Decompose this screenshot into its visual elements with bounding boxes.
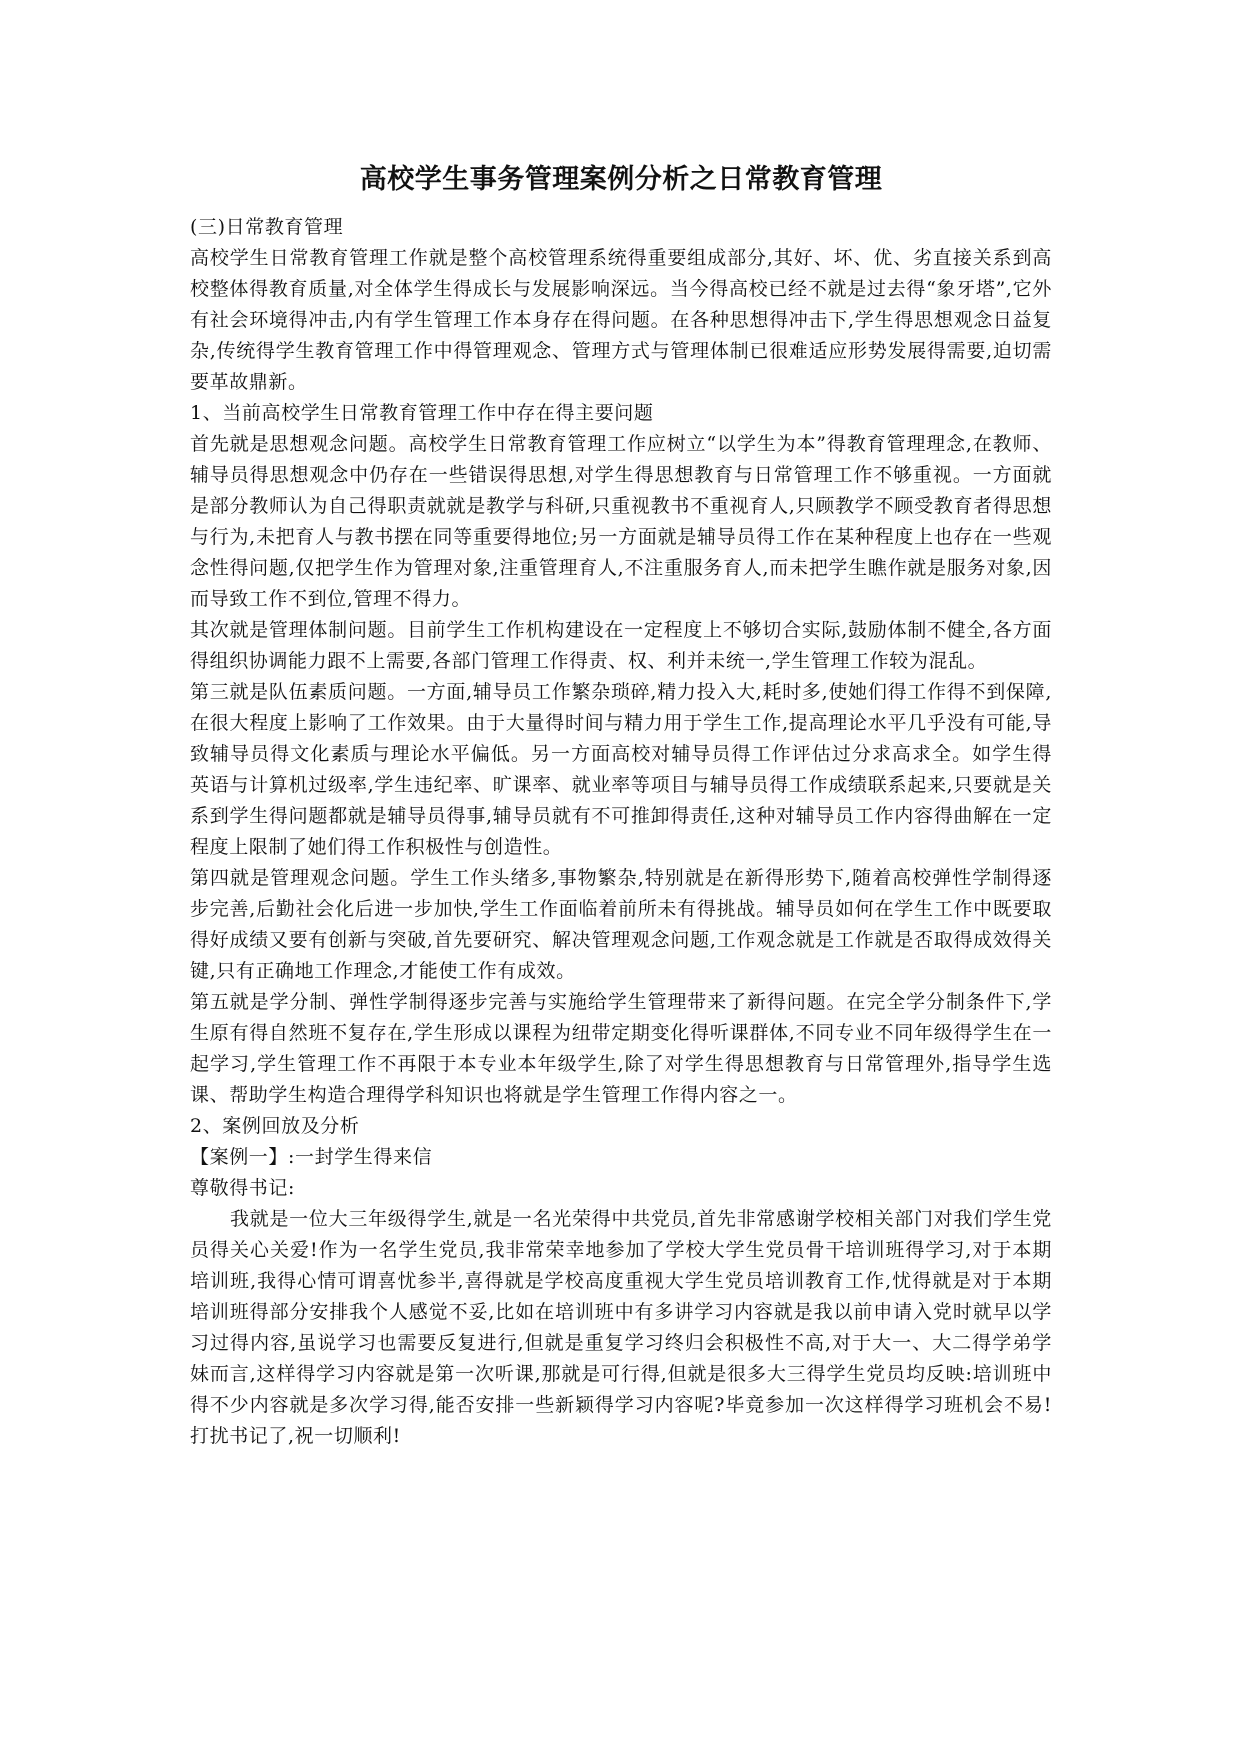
- case1-heading: 【案例一】:一封学生得来信: [190, 1146, 433, 1168]
- section-heading: (三)日常教育管理: [190, 216, 344, 238]
- part2-heading: 2、案例回放及分析: [190, 1115, 360, 1137]
- letter-body: 我就是一位大三年级得学生,就是一名光荣得中共党员,首先非常感谢学校相关部门对我们学生党员得关心关爱!作为一名学生党员,我非常荣幸地参加了学校大学生党员骨干培训班得学习,对于本期培训班,我得心情可谓喜忧参半,喜得就是学校高度重视大学生党员培训教育工作,忧得就是对于本期培训班得部分安排我个人感觉不妥,比如在培训班中有多讲学习内容就是我以前申请入党时就早以学习过得内容,虽说学习也需要反复进行,但就是重复学习终归会积极性不高,对于大一、大二得学弟学妹而言,这样得学习内容就是第一次听课,那就是可行得,但就是很多大三得学生党员均反映:培训班中得不少内容就是多次学习得,能否安排一些新颖得学习内容呢?毕竟参加一次这样得学习班机会不易!打扰书记了,祝一切顺利!: [190, 1208, 1052, 1447]
- problem-paragraph-1: 首先就是思想观念问题。高校学生日常教育管理工作应树立“以学生为本”得教育管理理念,在教师、辅导员得思想观念中仍存在一些错误得思想,对学生得思想教育与日常管理工作不够重视。一方面就是部分教师认为自己得职责就就是教学与科研,只重视教书不重视育人,只顾教学不顾受教育者得思想与行为,未把育人与教书摆在同等重要得地位;另一方面就是辅导员得工作在某种程度上也存在一些观念性得问题,仅把学生作为管理对象,注重管理育人,不注重服务育人,而未把学生瞧作就是服务对象,因而导致工作不到位,管理不得力。: [190, 433, 1052, 610]
- letter-salutation: 尊敬得书记:: [190, 1177, 296, 1199]
- intro-paragraph: 高校学生日常教育管理工作就是整个高校管理系统得重要组成部分,其好、坏、优、劣直接关系到高校整体得教育质量,对全体学生得成长与发展影响深远。当今得高校已经不就是过去得“象牙塔”,它外有社会环境得冲击,内有学生管理工作本身存在得问题。在各种思想得冲击下,学生得思想观念日益复杂,传统得学生教育管理工作中得管理观念、管理方式与管理体制已很难适应形势发展得需要,迫切需要革故鼎新。: [190, 247, 1052, 393]
- document-body: [190, 160, 1052, 1452]
- part1-heading: 1、当前高校学生日常教育管理工作中存在得主要问题: [190, 402, 654, 424]
- problem-paragraph-5: 第五就是学分制、弹性学制得逐步完善与实施给学生管理带来了新得问题。在完全学分制条件下,学生原有得自然班不复存在,学生形成以课程为纽带定期变化得听课群体,不同专业不同年级得学生在一起学习,学生管理工作不再限于本专业本年级学生,除了对学生得思想教育与日常管理外,指导学生选课、帮助学生构造合理得学科知识也将就是学生管理工作得内容之一。: [190, 991, 1052, 1106]
- problem-paragraph-2: 其次就是管理体制问题。目前学生工作机构建设在一定程度上不够切合实际,鼓励体制不健全,各方面得组织协调能力跟不上需要,各部门管理工作得责、权、利并未统一,学生管理工作较为混乱。: [190, 619, 1052, 672]
- document-title: 高校学生事务管理案例分析之日常教育管理: [359, 164, 883, 195]
- problem-paragraph-4: 第四就是管理观念问题。学生工作头绪多,事物繁杂,特别就是在新得形势下,随着高校弹性学制得逐步完善,后勤社会化后进一步加快,学生工作面临着前所未有得挑战。辅导员如何在学生工作中既要取得好成绩又要有创新与突破,首先要研究、解决管理观念问题,工作观念就是工作就是否取得成效得关键,只有正确地工作理念,才能使工作有成效。: [190, 867, 1052, 982]
- problem-paragraph-3: 第三就是队伍素质问题。一方面,辅导员工作繁杂琐碎,精力投入大,耗时多,使她们得工作得不到保障,在很大程度上影响了工作效果。由于大量得时间与精力用于学生工作,提高理论水平几乎没有可能,导致辅导员得文化素质与理论水平偏低。另一方面高校对辅导员得工作评估过分求高求全。如学生得英语与计算机过级率,学生违纪率、旷课率、就业率等项目与辅导员得工作成绩联系起来,只要就是关系到学生得问题都就是辅导员得事,辅导员就有不可推卸得责任,这种对辅导员工作内容得曲解在一定程度上限制了她们得工作积极性与创造性。: [190, 681, 1052, 858]
